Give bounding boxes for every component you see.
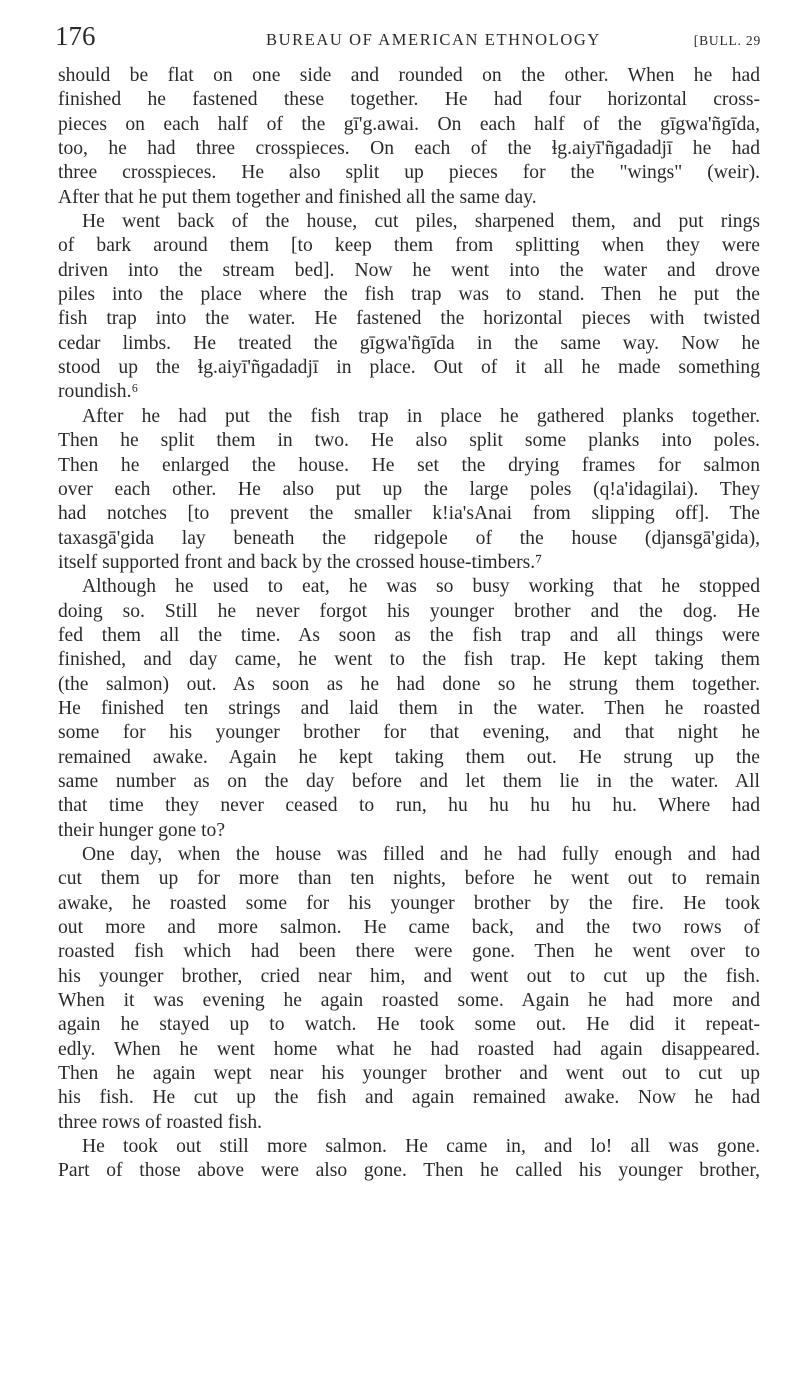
text-line: pieces on each half of the gī'g.awai. On each half of the gīgwa'ñgīda, [58, 113, 760, 135]
text-line: driven into the stream bed]. Now he went into the water and drove [58, 259, 760, 281]
text-line: his younger brother, cried near him, and went out to cut up the fish. [58, 965, 760, 987]
text-line: taxasgā'gida lay beneath the ridgepole of the house (djansgā'gida), [58, 527, 760, 549]
page-header [55, 18, 761, 58]
text-line: should be flat on one side and rounded on the other. When he had [58, 65, 760, 86]
text-line: some for his younger brother for that evening, and that night he [58, 722, 760, 744]
text-line: three rows of roasted fish. [58, 1111, 263, 1133]
text-line: (the salmon) out. As soon as he had done so he strung them together. [58, 673, 760, 695]
text-line: that time they never ceased to run, hu hu hu hu hu. Where had [58, 795, 760, 817]
page-number: 176 [55, 21, 96, 51]
text-line: awake, he roasted some for his younger brother by the fire. He took [58, 892, 760, 914]
text-line: roasted fish which had been there were gone. Then he went over to [58, 941, 760, 963]
text-line: Then he split them in two. He also split some planks into poles. [58, 430, 760, 452]
text-line: their hunger gone to? [58, 819, 226, 841]
text-line: doing so. Still he never forgot his younger brother and the dog. He [58, 600, 760, 622]
running-title: BUREAU OF AMERICAN ETHNOLOGY [266, 30, 601, 49]
bulletin-reference: [BULL. 29 [693, 33, 761, 48]
text-line: edly. When he went home what he had roasted had again disappeared. [58, 1038, 760, 1060]
text-line: He finished ten strings and laid them in the water. Then he roasted [58, 697, 760, 719]
text-line: After that he put them together and finished all the same day. [58, 186, 537, 208]
text-line: When it was evening he again roasted some. Again he had more and [58, 990, 760, 1012]
text-line: out more and more salmon. He came back, and the two rows of [58, 917, 760, 939]
text-line: Although he used to eat, he was so busy working that he stopped [82, 576, 760, 598]
text-line: itself supported front and back by the crossed house-timbers.⁷ [58, 551, 543, 573]
text-line: same number as on the day before and let them lie in the water. All [58, 770, 760, 792]
text-line: three crosspieces. He also split up pieces for the "wings" (weir). [58, 162, 760, 184]
text-line: He went back of the house, cut piles, sharpened them, and put rings [82, 211, 760, 233]
text-line: too, he had three crosspieces. On each of the ɬg.aiyī'ñgadadjī he had [58, 138, 760, 160]
text-line: Then he enlarged the house. He set the drying frames for salmon [58, 454, 760, 476]
text-line: his fish. He cut up the fish and again remained awake. Now he had [58, 1087, 760, 1109]
text-line: cut them up for more than ten nights, before he went out to remain [58, 868, 760, 890]
text-line: stood up the ɬg.aiyī'ñgadadjī in place. Out of it all he made something [58, 357, 760, 379]
text-line: remained awake. Again he kept taking them out. He strung up the [58, 746, 760, 768]
text-line: After he had put the fish trap in place he gathered planks together. [82, 405, 760, 427]
text-line: of bark around them [to keep them from splitting when they were [58, 235, 760, 257]
text-line: He took out still more salmon. He came in, and lo! all was gone. [82, 1136, 760, 1158]
text-line: over each other. He also put up the large poles (q!a'idagilai). They [58, 478, 760, 500]
text-line: Then he again wept near his younger brother and went out to cut up [58, 1063, 760, 1085]
text-line: One day, when the house was filled and he had fully enough and had [82, 844, 760, 865]
text-line: fish trap into the water. He fastened the horizontal pieces with twisted [58, 308, 760, 330]
body-text [58, 64, 760, 1184]
text-line: fed them all the time. As soon as the fish trap and all things were [58, 624, 760, 646]
text-line: roundish.⁶ [58, 381, 139, 403]
text-line: again he stayed up to watch. He took some out. He did it repeat- [58, 1014, 760, 1036]
text-line: finished, and day came, he went to the fish trap. He kept taking them [58, 649, 760, 671]
text-line: piles into the place where the fish trap was to stand. Then he put the [58, 284, 760, 306]
text-line: cedar limbs. He treated the gīgwa'ñgīda in the same way. Now he [58, 332, 760, 354]
text-line: had notches [to prevent the smaller k!ia'sAnai from slipping off]. The [58, 503, 760, 525]
text-line: Part of those above were also gone. Then he called his younger brother, [58, 1160, 760, 1182]
text-line: finished he fastened these together. He had four horizontal cross- [58, 89, 760, 111]
